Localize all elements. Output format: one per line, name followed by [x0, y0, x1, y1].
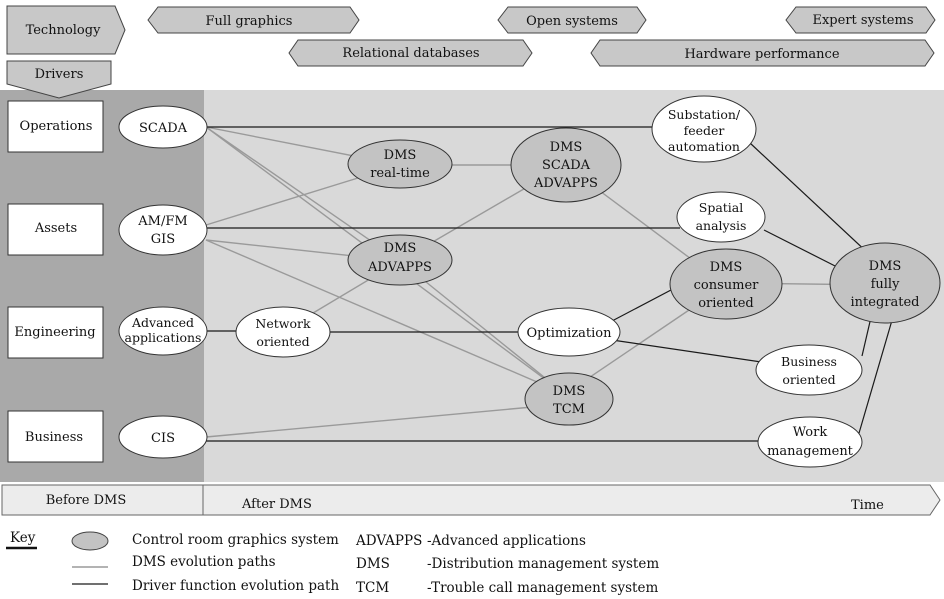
key-legend-dms-paths: DMS evolution paths: [132, 554, 276, 570]
abbr-advapps-meaning: -Advanced applications: [427, 533, 586, 549]
label-cis: CIS: [151, 431, 175, 446]
label-dms-realtime-2: real-time: [370, 166, 430, 181]
driver-label-assets: Assets: [34, 221, 78, 236]
abbr-tcm-meaning: -Trouble call management system: [427, 580, 659, 596]
abbr-tcm: TCM: [356, 580, 390, 596]
label-scada: SCADA: [138, 121, 188, 136]
label-business-oriented-1: Business: [781, 354, 837, 369]
label-dms-fully-2: fully: [870, 277, 900, 292]
label-dms-consumer-1: DMS: [709, 260, 743, 275]
node-amfm-gis: [119, 205, 207, 255]
label-spatial-2: analysis: [695, 218, 747, 233]
driver-label-operations: Operations: [19, 119, 93, 134]
timeline-time-label: Time: [851, 498, 884, 513]
label-advanced-1: Advanced: [132, 315, 194, 330]
timeline-before-label: Before DMS: [45, 493, 127, 508]
label-substation-1: Substation/: [667, 107, 741, 122]
label-dms-tcm-2: TCM: [553, 402, 585, 417]
label-work-1: Work: [792, 425, 828, 440]
label-amfm-1: AM/FM: [138, 214, 188, 229]
label-dms-realtime-1: DMS: [383, 148, 417, 163]
driver-label-business: Business: [24, 430, 84, 445]
label-substation-3: automation: [668, 139, 740, 154]
driver-label-engineering: Engineering: [14, 325, 96, 340]
label-dms-consumer-3: oriented: [698, 296, 754, 311]
label-dms-scada-3: ADVAPPS: [534, 176, 598, 191]
label-dms-fully-1: DMS: [868, 259, 902, 274]
node-business-oriented: [756, 345, 862, 395]
abbr-advapps: ADVAPPS: [356, 533, 423, 549]
label-advanced-2: applications: [124, 330, 202, 345]
tech-label-relational-databases: Relational databases: [342, 46, 480, 61]
drivers-header-label: Drivers: [34, 67, 84, 82]
label-dms-advapps-2: ADVAPPS: [368, 260, 432, 275]
tech-label-hardware-performance: Hardware performance: [684, 47, 840, 62]
label-dms-tcm-1: DMS: [552, 384, 586, 399]
technology-banner-group: [7, 6, 935, 66]
key-legend-control-room: Control room graphics system: [132, 532, 339, 548]
key-title: Key: [10, 530, 36, 546]
label-dms-scada-2: SCADA: [541, 158, 591, 173]
abbr-dms-meaning: -Distribution management system: [427, 556, 660, 572]
label-amfm-2: GIS: [150, 232, 176, 247]
label-optimization: Optimization: [526, 326, 612, 341]
key-legend: [6, 530, 659, 596]
tech-label-open-systems: Open systems: [526, 14, 618, 29]
tech-label-expert-systems: Expert systems: [812, 13, 914, 28]
label-dms-consumer-2: consumer: [693, 278, 759, 293]
tech-label-full-graphics: Full graphics: [205, 14, 293, 29]
timeline-arrow: [2, 485, 940, 515]
technology-header-label: Technology: [25, 23, 101, 38]
key-symbol-control-room: [72, 532, 108, 550]
key-legend-driver-path: Driver function evolution path: [132, 578, 340, 594]
label-network-2: oriented: [256, 334, 310, 349]
label-spatial-1: Spatial: [698, 200, 744, 215]
node-network-oriented: [236, 307, 330, 357]
timeline-after-label: After DMS: [242, 497, 312, 512]
label-business-oriented-2: oriented: [782, 372, 836, 387]
label-work-2: management: [767, 444, 853, 459]
label-dms-scada-1: DMS: [549, 140, 583, 155]
abbr-dms: DMS: [356, 556, 390, 572]
label-network-1: Network: [255, 316, 311, 331]
label-substation-2: feeder: [683, 123, 725, 138]
label-dms-fully-3: integrated: [850, 295, 920, 310]
label-dms-advapps-1: DMS: [383, 241, 417, 256]
node-dms-tcm: [525, 373, 613, 425]
